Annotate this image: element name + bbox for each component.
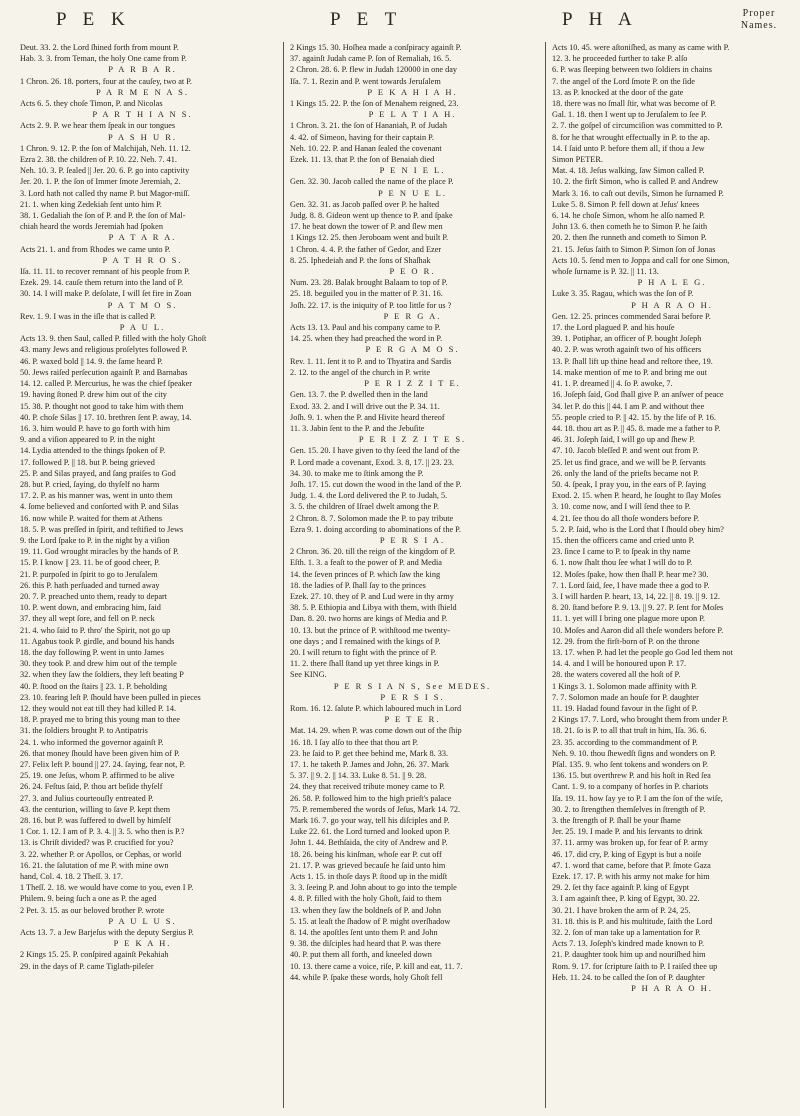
- entry-line: 37. 11. army was broken up, for fear of P. army: [552, 838, 708, 848]
- entry-line: 11. Agabus took P. girdle, and bound his hands: [20, 636, 175, 646]
- entry-line: 30. they took P. and drew him out of the temple: [20, 659, 177, 669]
- entry-line: Rom. 16. 12. ſalute P. which laboured much in Lord: [290, 703, 462, 713]
- running-header: [0, 0, 800, 40]
- entry-line: 13. when they ſaw the boldneſs of P. and John: [290, 905, 442, 915]
- entry-line: 13. 17. when P. had let the people go God led them not: [552, 647, 733, 657]
- entry-line: 38. 1. Gedaliah the ſon of P. and P. the ſon of Mal-: [20, 211, 186, 221]
- entry-line: 20. I will return to fight with the prince of P.: [290, 647, 437, 657]
- entry-heading: P A R M E N A S.: [95, 86, 190, 97]
- entry-line: Gen. 13. 7. the P. dwelled then in the land: [290, 390, 428, 400]
- entry-line: Acts 13. 9. then Saul, called P. filled with the holy Ghoſt: [20, 334, 207, 344]
- entry-line: 18. the day following P. went in unto James: [20, 647, 164, 657]
- entry-line: one days ; and I remained with the kings of P.: [290, 636, 441, 646]
- entry-line: 46. 17. did cry, P. king of Egypt is but a noiſe: [552, 849, 702, 859]
- entry-line: 29. in the days of P. came Tiglath-pileſer: [20, 961, 154, 971]
- entry-line: 12. they would not eat till they had killed P. 14.: [20, 703, 177, 713]
- entry-heading: P A R B A R.: [108, 64, 177, 75]
- entry-line: Neh. 9. 10. thou ſhewedſt ſigns and wonders on P.: [552, 748, 716, 758]
- entry-line: 21. 15. Jeſus ſaith to Simon P. Simon ſon of Jonas: [552, 244, 716, 254]
- entry-line: 14. I ſaid unto P. before them all, if thou a Jew: [552, 143, 705, 153]
- entry-line: Acts 21. 1. and from Rhodes we came unto P.: [20, 244, 171, 254]
- column-left: [20, 42, 265, 1108]
- entry-line: 2 Chron. 36. 20. till the reign of the kingdom of P.: [290, 547, 456, 557]
- entry-line: Neh. 10. 22. P. and Hanan ſealed the covenant: [290, 143, 442, 153]
- entry-line: 6. P. was ſleeping between two ſoldiers in chains: [552, 65, 712, 75]
- header-proper-names: Proper Names.: [740, 8, 778, 31]
- entry-line: 1 Kings 3. 1. Solomon made affinity with P.: [552, 681, 697, 691]
- entry-line: chiah heard the words Jeremiah had ſpoken: [20, 222, 163, 232]
- entry-line: Rev. 1. 9. I was in the iſle that is called P.: [20, 311, 156, 321]
- entry-line: 25. 19. one Jeſus, whom P. affirmed to be alive: [20, 771, 175, 781]
- entry-line: 21. P. daughter took him up and nouriſhed him: [552, 950, 706, 960]
- entry-line: John 13. 6. then cometh he to Simon P. he ſaith: [552, 222, 708, 232]
- entry-line: 41. 1. P. dreamed || 4. ſo P. awoke, 7.: [552, 379, 673, 389]
- entry-line: 29. 2. ſet thy face againſt P. king of Egypt: [552, 883, 690, 893]
- entry-line: Gen. 32. 30. Jacob called the name of the place P.: [290, 177, 454, 187]
- entry-line: See KING.: [290, 670, 327, 680]
- entry-line: 2 Pet. 3. 15. as our beloved brother P. wrote: [20, 905, 165, 915]
- entry-line: Mat. 14. 29. when P. was come down out of the ſhip: [290, 726, 462, 736]
- entry-line: 8. for he that wrought effectually in P. to the ap.: [552, 132, 710, 142]
- entry-line: 27. Felix left P. bound || 27. 24. ſaying, fear not, P.: [20, 760, 186, 769]
- entry-line: Deut. 33. 2. the Lord ſhined forth from mount P.: [20, 43, 179, 52]
- entry-line: 3. I am againſt thee, P. king of Egypt, 30. 22.: [552, 894, 700, 904]
- entry-heading: P A T A R A.: [108, 232, 177, 243]
- entry-line: 15. then the officers came and cried unto P.: [552, 535, 695, 545]
- entry-line: 15. 38. P. thought not good to take him with them: [20, 401, 184, 411]
- entry-line: 16. 18. I ſay alſo to thee that thou art P.: [290, 737, 419, 747]
- entry-line: 20. 7. P. preached unto them, ready to depart: [20, 591, 168, 601]
- entry-line: 10. 13. there came a voice, riſe, P. kill and eat, 11. 7.: [290, 961, 463, 971]
- entry-line: 17. he beat down the tower of P. and ſlew men: [290, 222, 443, 232]
- entry-line: Acts 10. 45. were aſtoniſhed, as many as came with P.: [552, 43, 730, 52]
- entry-line: 2 Chron. 28. 6. P. flew in Judah 120000 in one day: [290, 65, 458, 75]
- entry-line: 1 Chron. 3. 21. the ſon of Hananiah, P. of Judah: [290, 121, 447, 131]
- entry-line: 75. P. remembered the words of Jeſus, Mark 14. 72.: [290, 804, 461, 814]
- entry-line: 24. they that received tribute money came to P.: [290, 782, 445, 792]
- entry-line: 8. 20. ſtand before P. 9. 13. || 9. 27. P. ſent for Moſes: [552, 603, 724, 613]
- entry-line: 47. 10. Jacob bleſſed P. and went out from P.: [552, 446, 699, 456]
- entry-line: 23. he ſaid to P. get thee behind me, Mark 8. 33.: [290, 748, 449, 758]
- entry-heading: P E R I Z Z I T E S.: [358, 434, 467, 445]
- entry-line: Ezek. 17. 17. P. with his army not make for him: [552, 872, 710, 882]
- entry-line: 25. P. and Silas prayed, and ſang praiſes to God: [20, 468, 176, 478]
- entry-line: 43. the centurion, willing to ſave P. kept them: [20, 804, 171, 814]
- entry-line: 6. 14. he choſe Simon, whom he alſo named P.: [552, 211, 705, 221]
- entry-line: 50. Jews raiſed perſecution againſt P. and Barnabas: [20, 367, 188, 377]
- entry-line: 25. 18. beguiled you in the matter of P. 31. 16.: [290, 289, 443, 299]
- entry-line: Mark 16. 7. go your way, tell his diſciples and P.: [290, 816, 450, 826]
- entry-line: Philem. 9. being ſuch a one as P. the aged: [20, 894, 157, 904]
- entry-line: 9. and a viſion appeared to P. in the night: [20, 435, 155, 445]
- entry-line: 14. Lydia attended to the things ſpoken of P.: [20, 446, 166, 456]
- entry-line: whoſe ſurname is P. 32. || 11. 13.: [552, 267, 659, 277]
- entry-heading: P A T M O S.: [107, 299, 178, 310]
- entry-line: 8. 25. Iphedeiah and P. the ſons of Shaſhak: [290, 255, 431, 265]
- entry-line: 47. 1. word that came, before that P. ſmote Gaza: [552, 860, 711, 870]
- entry-line: 4. 21. ſee thou do all thoſe wonders before P.: [552, 513, 700, 523]
- entry-line: 13. P. ſhall lift up thine head and reſtore thee, 19.: [552, 356, 713, 366]
- entry-line: 34. 30. to make me to ſtink among the P.: [290, 468, 424, 478]
- entry-line: Dan. 8. 20. two horns are kings of Media and P.: [290, 614, 448, 624]
- entry-line: 2 Kings 15. 30. Hoſhea made a conſpiracy againſt P.: [290, 43, 462, 52]
- entry-line: 9. 38. the diſciples had heard that P. was there: [290, 939, 441, 949]
- entry-line: Joſh. 22. 17. is the iniquity of P. too little for us ?: [290, 300, 452, 310]
- entry-heading: P E R S I A.: [379, 534, 446, 545]
- entry-line: John 1. 44. Bethſaida, the city of Andrew and P.: [290, 838, 448, 848]
- entry-line: 9. the Lord ſpake to P. in the night by a viſion: [20, 535, 170, 545]
- entry-line: 12. 3. he proceeded further to take P. alſo: [552, 54, 688, 64]
- entry-line: 55. people cried to P. || 42. 15. by the life of P. 16.: [552, 412, 716, 422]
- entry-line: 28. but P. cried, ſaying, do thyſelf no harm: [20, 479, 160, 489]
- entry-line: 32. when they ſaw the ſoldiers, they left beating P: [20, 670, 184, 680]
- entry-line: 14. 25. when they had preached the word in P.: [290, 334, 443, 344]
- entry-line: Judg. 8. 8. Gideon went up thence to P. and ſpake: [290, 211, 453, 221]
- entry-line: 25. let us find grace, and we will be P. ſervants: [552, 457, 706, 467]
- header-left-word: P E K: [56, 9, 131, 30]
- entry-line: 40. P. ſtood on the ſtairs || 23. 1. P. beholding: [20, 681, 167, 691]
- entry-line: 44. 18. thou art as P. || 45. 8. made me a father to P.: [552, 423, 721, 433]
- entry-line: 1 Kings 15. 22. P. the ſon of Menahem reigned, 23.: [290, 99, 459, 109]
- entry-line: Mark 3. 16. to caſt out devils, Simon he ſurnamed P.: [552, 188, 724, 198]
- entry-line: Exod. 2. 15. when P. heard, he ſought to ſlay Moſes: [552, 491, 721, 501]
- entry-line: Luke 22. 61. the Lord turned and looked upon P.: [290, 827, 450, 837]
- entry-line: Luke 3. 35. Ragau, which was the ſon of P.: [552, 289, 694, 299]
- entry-line: 1 Chron. 26. 18. porters, four at the cauſey, two at P.: [20, 76, 192, 86]
- entry-line: 10. P. went down, and embracing him, ſaid: [20, 603, 161, 613]
- entry-line: 46. P. waxed bold || 14. 9. the ſame heard P.: [20, 356, 163, 366]
- entry-line: Ezek. 11. 13. that P. the ſon of Benaiah died: [290, 155, 435, 165]
- entry-line: Acts 6. 5. they choſe Timon, P. and Nicolas: [20, 99, 163, 109]
- entry-line: Luke 5. 8. Simon P. fell down at Jeſus' knees: [552, 199, 700, 209]
- entry-line: 24. 1. who informed the governor againſt P.: [20, 737, 164, 747]
- entry-line: Eſth. 1. 3. a feaſt to the power of P. and Media: [290, 558, 442, 568]
- entry-line: Acts 1. 15. in thoſe days P. ſtood up in the midſt: [290, 872, 448, 882]
- entry-line: 6. 1. now ſhalt thou ſee what I will do to P.: [552, 558, 693, 568]
- entry-line: 17. 2. P. as his manner was, went in unto them: [20, 491, 173, 501]
- entry-line: 18. there was no ſmall ſtir, what was become of P.: [552, 99, 716, 109]
- entry-line: 14. make mention of me to P. and bring me out: [552, 367, 707, 377]
- entry-line: 21. 1. when king Zedekiah ſent unto him P.: [20, 199, 162, 209]
- entry-heading: P A T H R O S.: [102, 254, 183, 265]
- entry-line: 3. 3. ſeeing P. and John about to go into the temple: [290, 883, 457, 893]
- entry-line: 12. 29. from the firſt-born of P. on the throne: [552, 636, 700, 646]
- entry-line: 10. Moſes and Aaron did all theſe wonders before P.: [552, 625, 724, 635]
- entry-line: 3. 22. whether P. or Apollos, or Cephas, or world: [20, 849, 182, 859]
- entry-line: 37. againſt Judah came P. ſon of Remaliah, 16. 5.: [290, 54, 452, 64]
- entry-line: 3. I will harden P. heart, 13, 14, 22. || 8. 19. || 9. 12.: [552, 591, 720, 601]
- entry-line: 4. 42. of Simeon, having for their captain P.: [290, 132, 434, 142]
- entry-heading: P E T E R.: [384, 714, 441, 725]
- entry-heading: P E R I Z Z I T E.: [364, 378, 461, 389]
- entry-line: 17. followed P. || 18. but P. being grieved: [20, 457, 155, 467]
- entry-line: 2. 12. to the angel of the church in P. write: [290, 367, 430, 377]
- header-right-word: P H A: [562, 9, 638, 30]
- column-middle: [283, 42, 535, 1108]
- entry-line: Neh. 10. 3. P. ſealed || Jer. 20. 6. P. go into captivity: [20, 166, 190, 176]
- entry-heading: P H A R A O H.: [631, 299, 713, 310]
- entry-line: Rev. 1. 11. ſent it to P. and to Thyatira and Sardis: [290, 356, 452, 366]
- entry-line: 12. Moſes ſpake, how then ſhall P. hear me? 30.: [552, 569, 709, 579]
- entry-heading: P E N U E L.: [377, 187, 447, 198]
- entry-line: 1 Chron. 9. 12. P. the ſon of Malchijah, Neh. 11. 12.: [20, 143, 191, 153]
- entry-line: 30. 21. I have broken the arm of P. 24, 25.: [552, 905, 691, 915]
- entry-line: 2. 7. the goſpel of circumciſion was committed to P.: [552, 121, 723, 131]
- entry-line: 1 Cor. 1. 12. I am of P. 3. 4. || 3. 5. who then is P.?: [20, 827, 185, 837]
- entry-line: 11. 2. there ſhall ſtand up yet three kings in P.: [290, 659, 440, 669]
- entry-line: 31. 18. this is P. and his multitude, ſaith the Lord: [552, 916, 713, 926]
- entry-line: 3. 10. come now, and I will ſend thee to P.: [552, 502, 691, 512]
- entry-line: 10. 13. but the prince of P. withſtood me twenty-: [290, 625, 450, 635]
- entry-line: 16. Joſeph ſaid, God ſhall give P. an anſwer of peace: [552, 390, 724, 400]
- entry-line: 21. 17. P. was grieved becauſe he ſaid unto him: [290, 860, 446, 870]
- entry-line: Num. 23. 28. Balak brought Balaam to top of P.: [290, 278, 448, 288]
- entry-line: 26. that money ſhould have been given him of P.: [20, 748, 180, 758]
- entry-line: Jer. 25. 19. I made P. and his ſervants to drink: [552, 827, 703, 837]
- entry-line: Jer. 20. 1. P. the ſon of Immer ſmote Jeremiah, 2.: [20, 177, 181, 187]
- entry-line: 14. 4. and I will be honoured upon P. 17.: [552, 659, 687, 669]
- entry-line: 40. 2. P. was wroth againſt two of his officers: [552, 345, 702, 355]
- entry-line: 26. only the land of the prieſts became not P.: [552, 468, 699, 478]
- entry-line: 21. 4. who ſaid to P. thro' the Spirit, not go up: [20, 625, 171, 635]
- entry-line: 23. 35. according to the commandment of P.: [552, 737, 698, 747]
- entry-line: 5. 2. P. ſaid, who is the Lord that I ſhould obey him?: [552, 524, 724, 534]
- entry-line: 18. the ladies of P. ſhall ſay to the princes: [290, 580, 426, 590]
- entry-line: 23. ſince I came to P. to ſpeak in thy name: [552, 547, 691, 557]
- entry-line: 44. while P. ſpake these words, holy Ghoſt fell: [290, 972, 443, 982]
- entry-line: Gen. 12. 25. princes commended Sarai before P.: [552, 311, 711, 321]
- entry-heading: P E R G A.: [383, 310, 442, 321]
- entry-line: 26. 24. Feſtus ſaid, P. thou art beſide thyſelf: [20, 782, 163, 792]
- entry-line: 28. the waters covered all the hoſt of P.: [552, 670, 681, 680]
- entry-line: 32. 2. ſon of man take up a lamentation for P.: [552, 928, 701, 938]
- entry-heading: P E R S I S.: [380, 691, 445, 702]
- entry-line: 3. 5. the children of Iſrael dwelt among the P.: [290, 502, 439, 512]
- entry-line: 31. the ſoldiers brought P. to Antipatris: [20, 726, 148, 736]
- entry-line: Ezra 2. 38. the children of P. 10. 22. Neh. 7. 41.: [20, 155, 177, 165]
- entry-line: 11. 3. Jabin ſent to the P. and the Jebuſite: [290, 423, 425, 433]
- entry-heading: P E K A H.: [113, 938, 172, 949]
- entry-line: 15. P. I know || 23. 11. be of good cheer, P.: [20, 558, 160, 568]
- entry-line: 18. 5. P. was preſſed in ſpirit, and teſtified to Jews: [20, 524, 184, 534]
- entry-line: Iſa. 19. 11. how ſay ye to P. I am the ſon of the wiſe,: [552, 793, 723, 803]
- entry-heading: P E K A H I A H.: [367, 86, 458, 97]
- entry-line: 1 Chron. 4. 4. P. the father of Gedor, and Ezer: [290, 244, 442, 254]
- entry-line: 4. 8. P. filled with the holy Ghoſt, ſaid to them: [290, 894, 442, 904]
- entry-line: Ezek. 27. 10. they of P. and Lud were in thy army: [290, 591, 454, 601]
- entry-line: 11. 1. yet will I bring one plague more upon P.: [552, 614, 705, 624]
- entry-line: 14. 12. called P. Mercurius, he was the chief ſpeaker: [20, 379, 193, 389]
- entry-heading: P A U L.: [119, 322, 166, 333]
- entry-line: 7. 7. Solomon made an houſe for P. daughter: [552, 692, 699, 702]
- entry-line: 46. 31. Joſeph ſaid, I will go up and ſhew P.: [552, 435, 695, 445]
- entry-line: Acts 13. 7. a Jew Barjeſus with the deputy Sergius P.: [20, 928, 194, 938]
- entry-line: 40. P. choſe Silas || 17. 10. brethren ſent P. away, 14.: [20, 412, 192, 422]
- entry-heading: P E L A T I A H.: [368, 109, 457, 120]
- entry-line: 26. 58. P. followed him to the high prieſt's palace: [290, 793, 452, 803]
- entry-heading: P E O R.: [389, 266, 436, 277]
- entry-heading: P A S H U R.: [107, 131, 178, 142]
- entry-line: 40. P. put them all forth, and kneeled down: [290, 950, 432, 960]
- entry-line: 18. 26. being his kinſman, whoſe ear P. cut off: [290, 849, 442, 859]
- entry-line: 21. P. purpoſed in ſpirit to go to Jeruſalem: [20, 569, 158, 579]
- entry-heading: P A R T H I A N S.: [92, 109, 193, 120]
- entry-line: Exod. 33. 2. and I will drive out the P. 34. 11.: [290, 401, 440, 411]
- entry-line: Iſa. 11. 11. to recover remnant of his people from P.: [20, 267, 190, 277]
- entry-line: 30. 2. to ſtrengthen themſelves in ſtrength of P.: [552, 804, 706, 814]
- entry-line: 7. the angel of the Lord ſmote P. on the ſide: [552, 76, 695, 86]
- entry-line: Rom. 9. 17. for ſcripture ſaith to P. I raiſed thee up: [552, 961, 718, 971]
- entry-line: Mat. 4. 18. Jeſus walking, ſaw Simon called P.: [552, 166, 705, 176]
- entry-line: Gen. 15. 20. I have given to thy ſeed the land of the: [290, 446, 460, 456]
- entry-line: 13. is Chriſt divided? was P. crucified for you?: [20, 838, 174, 848]
- entry-heading: P E N I E L.: [379, 165, 446, 176]
- entry-line: Iſa. 7. 1. Rezin and P. went towards Jeruſalem: [290, 76, 441, 86]
- entry-line: 19. having ſtoned P. drew him out of the city: [20, 390, 167, 400]
- entry-line: 30. 14. I will make P. deſolate, I will ſet fire in Zoan: [20, 289, 192, 299]
- entry-line: Acts 7. 13. Joſeph's kindred made known to P.: [552, 939, 705, 949]
- entry-heading: P E R G A M O S.: [365, 344, 460, 355]
- entry-line: 39. 1. Potiphar, an officer of P. bought Joſeph: [552, 334, 702, 344]
- entry-line: Joſh. 17. 15. cut down the wood in the land of the P.: [290, 479, 462, 489]
- entry-line: 37. they all wept ſore, and fell on P. neck: [20, 614, 155, 624]
- entry-line: 14. the ſeven princes of P. which ſaw the king: [290, 569, 441, 579]
- entry-line: 11. 19. Hadad found favour in the ſight of P.: [552, 703, 698, 713]
- entry-line: hand, Col. 4. 18. 2 Theſſ. 3. 17.: [20, 872, 123, 882]
- header-center-word: P E T: [330, 9, 403, 30]
- entry-line: 23. 10. fearing leſt P. ſhould have been pulled in pieces: [20, 692, 201, 702]
- entry-line: 19. 11. God wrought miracles by the hands of P.: [20, 547, 179, 557]
- entry-line: Joſh. 9. 1. when the P. and Hivite heard thereof: [290, 412, 445, 422]
- entry-line: Cant. 1. 9. to a company of horſes in P. chariots: [552, 782, 709, 792]
- entry-line: P. Lord made a covenant, Exod. 3. 8, 17. || 23. 23.: [290, 457, 454, 467]
- entry-line: 16. 21. the ſalutation of me P. with mine own: [20, 860, 169, 870]
- entry-heading: P H A L E G.: [637, 277, 707, 288]
- entry-line: Ezra 9. 1. doing according to abominations of the P.: [290, 524, 461, 534]
- entry-line: 2 Kings 15. 25. P. conſpired againſt Pekahiah: [20, 950, 169, 960]
- column-right: [545, 42, 792, 1108]
- entry-line: 1 Theſſ. 2. 18. we would have come to you, even I P.: [20, 883, 194, 893]
- entry-line: 17. the Lord plagued P. and his houſe: [552, 323, 675, 333]
- entry-line: 5. 15. at leaſt the ſhadow of P. might overſhadow: [290, 916, 451, 926]
- entry-line: 7. 1. Lord ſaid, ſee, I have made thee a god to P.: [552, 580, 710, 590]
- entry-line: 16. 3. him would P. have to go forth with him: [20, 423, 171, 433]
- entry-line: 27. 3. and Julius courteouſly entreated P.: [20, 793, 154, 803]
- entry-heading: P E R S I A N S, See MEDES.: [333, 680, 492, 691]
- entry-line: 8. 14. the apoſtles ſent unto them P. and John: [290, 928, 438, 938]
- entry-line: Pſal. 135. 9. who ſent tokens and wonders on P.: [552, 760, 709, 769]
- entry-line: Judg. 1. 4. the Lord delivered the P. to Judah, 5.: [290, 491, 448, 501]
- entry-line: 2 Kings 17. 7. Lord, who brought them from under P.: [552, 715, 728, 725]
- entry-line: 43. many Jews and religious proſelytes followed P.: [20, 345, 188, 355]
- entry-line: Acts 2. 9. P. we hear them ſpeak in our tongues: [20, 121, 176, 131]
- entry-line: 16. now while P. waited for them at Athens: [20, 513, 163, 523]
- entry-heading: P H A R A O H.: [631, 983, 713, 994]
- entry-line: 4. ſome believed and conſorted with P. and Silas: [20, 502, 179, 512]
- entry-line: 3. the ſtrength of P. ſhall be your ſhame: [552, 816, 681, 826]
- entry-line: 28. 16. but P. was ſuffered to dwell by himſelf: [20, 816, 172, 826]
- entry-line: 2 Chron. 8. 7. Solomon made the P. to pay tribute: [290, 513, 454, 523]
- entry-line: 26. this P. hath perſuaded and turned away: [20, 580, 160, 590]
- entry-line: Acts 10. 5. ſend men to Joppa and call for one Simon,: [552, 255, 730, 265]
- entry-line: 1 Kings 12. 25. then Jeroboam went and built P.: [290, 233, 449, 243]
- entry-line: 3. Lord hath not called thy name P. but Magor-miſſ.: [20, 188, 190, 198]
- entry-heading: P A U L U S.: [108, 915, 177, 926]
- entry-line: Heb. 11. 24. to be called the ſon of P. daughter: [552, 972, 705, 982]
- entry-line: 17. 1. he taketh P. James and John, 26. 37. Mark: [290, 760, 450, 769]
- entry-line: Hab. 3. 3. from Teman, the holy One came from P.: [20, 54, 187, 64]
- entry-line: Gal. 1. 18. then I went up to Jeruſalem to ſee P.: [552, 110, 707, 120]
- entry-line: Gen. 32. 31. as Jacob paſſed over P. he halted: [290, 199, 440, 209]
- entry-line: 18. P. prayed me to bring this young man to thee: [20, 715, 180, 725]
- entry-line: 13. as P. knocked at the door of the gate: [552, 87, 684, 97]
- entry-line: 38. 5. P. Ethiopia and Libya with them, with ſhield: [290, 603, 457, 613]
- entry-line: Simon PETER.: [552, 155, 603, 165]
- entry-line: Ezek. 29. 14. cauſe them return into the land of P.: [20, 278, 184, 288]
- entry-line: 34. let P. do this || 44. I am P. and without thee: [552, 401, 705, 411]
- entry-line: 5. 37. || 9. 2. || 14. 33. Luke 8. 51. || 9. 28.: [290, 771, 427, 781]
- entry-line: 20. 2. then ſhe runneth and cometh to Simon P.: [552, 233, 707, 243]
- entry-line: 136. 15. but overthrew P. and his hoſt in Red ſea: [552, 771, 711, 781]
- entry-line: 10. 2. the firſt Simon, who is called P. and Andrew: [552, 177, 719, 187]
- entry-line: Acts 13. 13. Paul and his company came to P.: [290, 323, 441, 333]
- entry-line: 18. 21. ſo is P. to all that truſt in him, Iſa. 36. 6.: [552, 726, 707, 736]
- entry-line: 50. 4. ſpeak, I pray you, in the ears of P. ſaying: [552, 479, 706, 489]
